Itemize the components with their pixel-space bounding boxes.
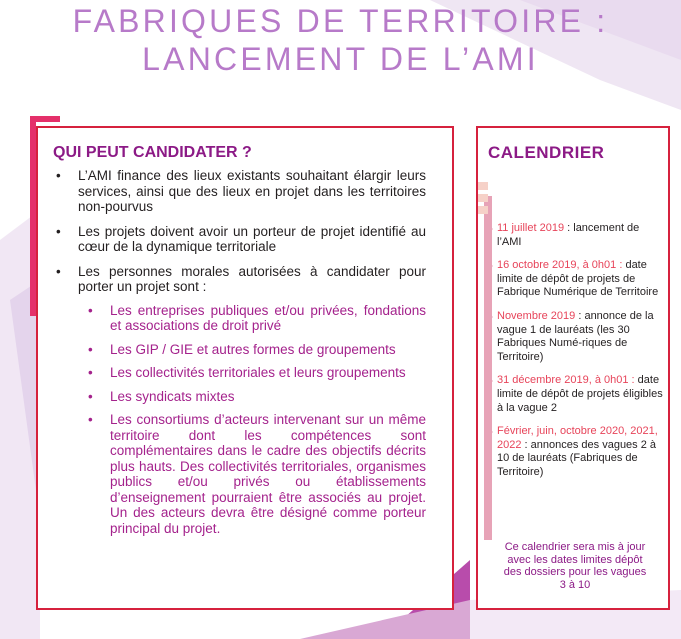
- calendar-note: Ce calendrier sera mis à jour avec les dates limites dépôt des dossiers pour les vagues 3 à 10: [503, 541, 647, 591]
- event-text: : lancement de l’AMI: [497, 222, 640, 248]
- event-text: date limite de dépôt de projets éligibles à la vague 2: [497, 374, 663, 414]
- list-item: • Les projets doivent avoir un porteur de projet identifié au cœur de la dynamique territoriale: [54, 224, 426, 255]
- list-item: • Les collectivités territoriales et leurs groupements: [78, 365, 426, 381]
- event-date: Février, juin, octobre 2020, 2021, 2022: [497, 425, 658, 451]
- list-item: • Les syndicats mixtes: [78, 389, 426, 405]
- calendar-event: [497, 222, 663, 249]
- timeline-marker: [478, 206, 488, 214]
- list-item: [54, 264, 426, 537]
- event-date: 16 octobre 2019, à 0h01 :: [497, 259, 623, 272]
- event-text: date limite de dépôt de projets de Fabrique Numérique de Territoire: [497, 259, 659, 299]
- calendar-events: [497, 222, 663, 490]
- timeline-marker: [478, 194, 488, 202]
- calendar-event: [497, 310, 663, 364]
- calendar-heading: CALENDRIER: [488, 143, 605, 162]
- calendar-event: [497, 425, 663, 479]
- list-item-text: Les personnes morales autorisées à candidater pour porter un projet sont :: [78, 263, 426, 294]
- list-item: • Les GIP / GIE et autres formes de groupements: [78, 342, 426, 358]
- page-title-line1: FABRIQUES DE TERRITOIRE :: [72, 3, 609, 39]
- calendar-event: [497, 259, 663, 300]
- event-text: : annonces des vagues 2 à 10 de lauréats (Fabriques de Territoire): [497, 438, 657, 478]
- page-title: [0, 2, 681, 78]
- event-date: 31 décembre 2019, à 0h01 :: [497, 374, 635, 387]
- timeline-marker: [478, 182, 488, 190]
- page-title-line2: LANCEMENT DE L’AMI: [142, 41, 539, 77]
- who-bullet-list: [54, 168, 426, 545]
- who-heading: QUI PEUT CANDIDATER ?: [53, 144, 252, 161]
- list-item: • L’AMI finance des lieux existants souhaitant élargir leurs services, ainsi que des lieux en projet dans les territoires non-pourvus: [54, 168, 426, 215]
- event-text: : annonce de la vague 1 de lauréats (les 30 Fabriques Numé-riques de Territoire): [497, 309, 654, 363]
- event-date: 11 juillet 2019: [497, 222, 565, 234]
- event-date: Novembre 2019: [497, 309, 576, 322]
- timeline-line: [484, 196, 492, 540]
- list-item: • Les entreprises publiques et/ou privées, fondations et associations de droit privé: [78, 303, 426, 334]
- calendar-event: [497, 374, 663, 415]
- list-item: • Les consortiums d’acteurs intervenant sur un même territoire dont les compétences sont complémentaires dans le cadre des objectifs décrits plus hauts. Des collectivités territoriales, organismes publics et/ou privés ou établissements d’enseignement pourraient être associés au projet. Un des acteurs devra être désigné comme porteur principal du projet.: [78, 412, 426, 536]
- eligible-entities-list: [78, 303, 426, 537]
